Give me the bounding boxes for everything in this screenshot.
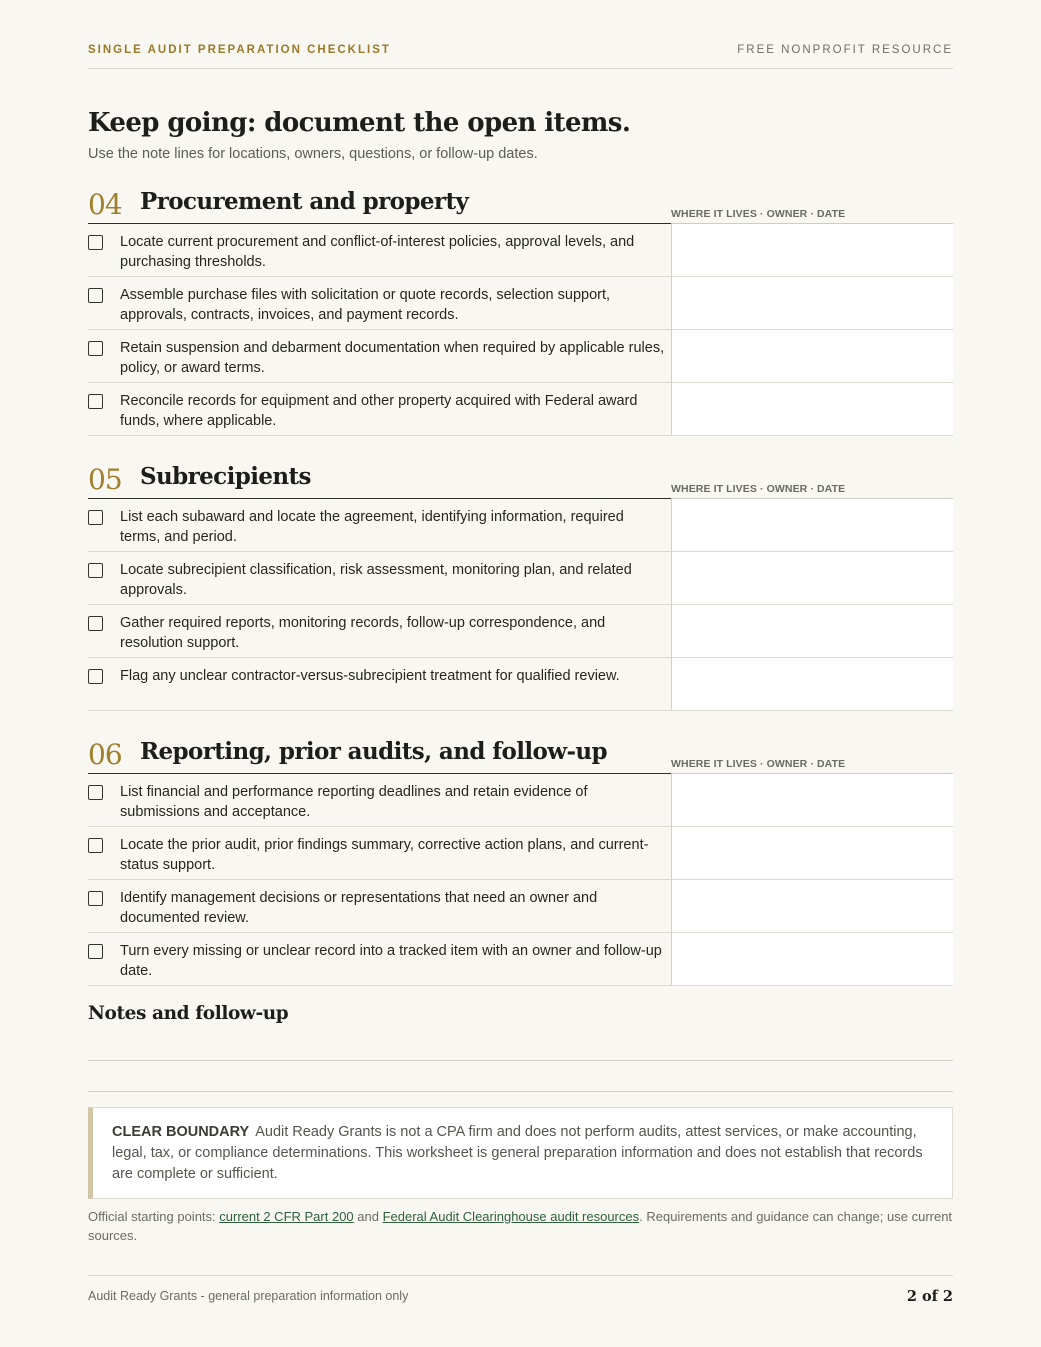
- resource-label: FREE NONPROFIT RESOURCE: [737, 44, 953, 56]
- checklist-item: [88, 383, 953, 436]
- item-note-field[interactable]: [671, 773, 953, 826]
- item-text: Locate current procurement and conflict-of-interest policies, approval levels, and purchasing thresholds.: [120, 234, 635, 270]
- section-header: [88, 186, 953, 223]
- note-line[interactable]: [88, 1091, 953, 1092]
- item-note-field[interactable]: [671, 658, 953, 710]
- item-text: Locate the prior audit, prior findings summary, corrective action plans, and current-status support.: [120, 837, 649, 873]
- item-text: Gather required reports, monitoring records, follow-up correspondence, and resolution support.: [120, 615, 606, 651]
- item-note-field[interactable]: [671, 605, 953, 657]
- item-note-field[interactable]: [671, 880, 953, 932]
- item-note-field[interactable]: [671, 827, 953, 879]
- checklist-item: [88, 774, 953, 827]
- checklist-page: [88, 0, 953, 1347]
- checklist-rows: [88, 773, 953, 986]
- item-text: Flag any unclear contractor-versus-subrecipient treatment for qualified review.: [120, 668, 620, 684]
- boundary-label: CLEAR BOUNDARY: [112, 1124, 250, 1140]
- item-note-field[interactable]: [671, 552, 953, 604]
- item-text: Identify management decisions or representations that need an owner and documented review.: [120, 890, 598, 926]
- item-checkbox[interactable]: [88, 944, 103, 959]
- item-text: List financial and performance reporting deadlines and retain evidence of submissions and acceptance.: [120, 784, 588, 820]
- item-checkbox[interactable]: [88, 288, 103, 303]
- checklist-rows: [88, 498, 953, 711]
- item-note-field[interactable]: [671, 277, 953, 329]
- section-subrecipients: [88, 461, 953, 711]
- section-title: Reporting, prior audits, and follow-up: [140, 738, 608, 765]
- section-title: Procurement and property: [140, 188, 469, 215]
- item-note-field[interactable]: [671, 330, 953, 382]
- item-note-field[interactable]: [671, 383, 953, 435]
- footer-text: Audit Ready Grants - general preparation information only: [88, 1289, 409, 1303]
- item-text: Reconcile records for equipment and other property acquired with Federal award funds, where applicable.: [120, 393, 638, 429]
- item-text: Locate subrecipient classification, risk assessment, monitoring plan, and related approvals.: [120, 562, 632, 598]
- section-header: [88, 461, 953, 498]
- item-text: List each subaward and locate the agreement, identifying information, required terms, and period.: [120, 509, 624, 545]
- notes-column-header: WHERE IT LIVES · OWNER · DATE: [671, 208, 846, 220]
- item-checkbox[interactable]: [88, 510, 103, 525]
- page-title: Keep going: document the open items.: [88, 108, 631, 138]
- item-text: Turn every missing or unclear record into a tracked item with an owner and follow-up date.: [120, 943, 662, 979]
- checklist-item: [88, 224, 953, 277]
- page-footer: [88, 1275, 953, 1316]
- item-note-field[interactable]: [671, 933, 953, 985]
- item-checkbox[interactable]: [88, 838, 103, 853]
- section-procurement: [88, 186, 953, 436]
- item-note-field[interactable]: [671, 223, 953, 276]
- page-number: 2 of 2: [906, 1288, 953, 1305]
- sources-suffix: . Requirements and guidance can change; use current sources.: [88, 1209, 953, 1243]
- sources-middle: and: [353, 1209, 383, 1224]
- section-number: 05: [88, 463, 122, 496]
- checklist-item: [88, 499, 953, 552]
- cfr-part-200-link[interactable]: current 2 CFR Part 200: [219, 1209, 354, 1224]
- notes-column-header: WHERE IT LIVES · OWNER · DATE: [671, 758, 846, 770]
- checklist-item: [88, 658, 953, 711]
- boundary-text: Audit Ready Grants is not a CPA firm and does not perform audits, attest services, or make accounting, legal, tax, or compliance determinations. This worksheet is general preparation information and does not establish that records are complete or sufficient.: [112, 1124, 923, 1182]
- checklist-item: [88, 552, 953, 605]
- item-text: Retain suspension and debarment documentation when required by applicable rules, policy, or award terms.: [120, 340, 665, 376]
- item-checkbox[interactable]: [88, 669, 103, 684]
- item-checkbox[interactable]: [88, 563, 103, 578]
- item-note-field[interactable]: [671, 498, 953, 551]
- checklist-item: [88, 827, 953, 880]
- fac-resources-link[interactable]: Federal Audit Clearinghouse audit resources: [382, 1209, 640, 1224]
- section-title: Subrecipients: [140, 463, 311, 490]
- item-text: Assemble purchase files with solicitation or quote records, selection support, approvals, contracts, invoices, and payment records.: [120, 287, 611, 323]
- notes-column-header: WHERE IT LIVES · OWNER · DATE: [671, 483, 846, 495]
- sources-prefix: Official starting points:: [88, 1209, 220, 1224]
- notes-title: Notes and follow-up: [88, 1003, 289, 1024]
- brand-label: SINGLE AUDIT PREPARATION CHECKLIST: [88, 44, 391, 56]
- item-checkbox[interactable]: [88, 235, 103, 250]
- item-checkbox[interactable]: [88, 394, 103, 409]
- note-line[interactable]: [88, 1060, 953, 1061]
- checklist-item: [88, 880, 953, 933]
- checklist-item: [88, 605, 953, 658]
- section-number: 06: [88, 738, 122, 771]
- item-checkbox[interactable]: [88, 891, 103, 906]
- checklist-item: [88, 933, 953, 986]
- sources-note: [88, 1207, 953, 1245]
- checklist-item: [88, 277, 953, 330]
- section-header: [88, 736, 953, 773]
- checklist-rows: [88, 223, 953, 436]
- item-checkbox[interactable]: [88, 341, 103, 356]
- boundary-callout: [88, 1107, 953, 1199]
- checklist-item: [88, 330, 953, 383]
- item-checkbox[interactable]: [88, 785, 103, 800]
- page-header: [88, 44, 953, 69]
- section-number: 04: [88, 188, 122, 221]
- page-subtitle: Use the note lines for locations, owners, questions, or follow-up dates.: [88, 146, 538, 162]
- section-reporting: [88, 736, 953, 986]
- item-checkbox[interactable]: [88, 616, 103, 631]
